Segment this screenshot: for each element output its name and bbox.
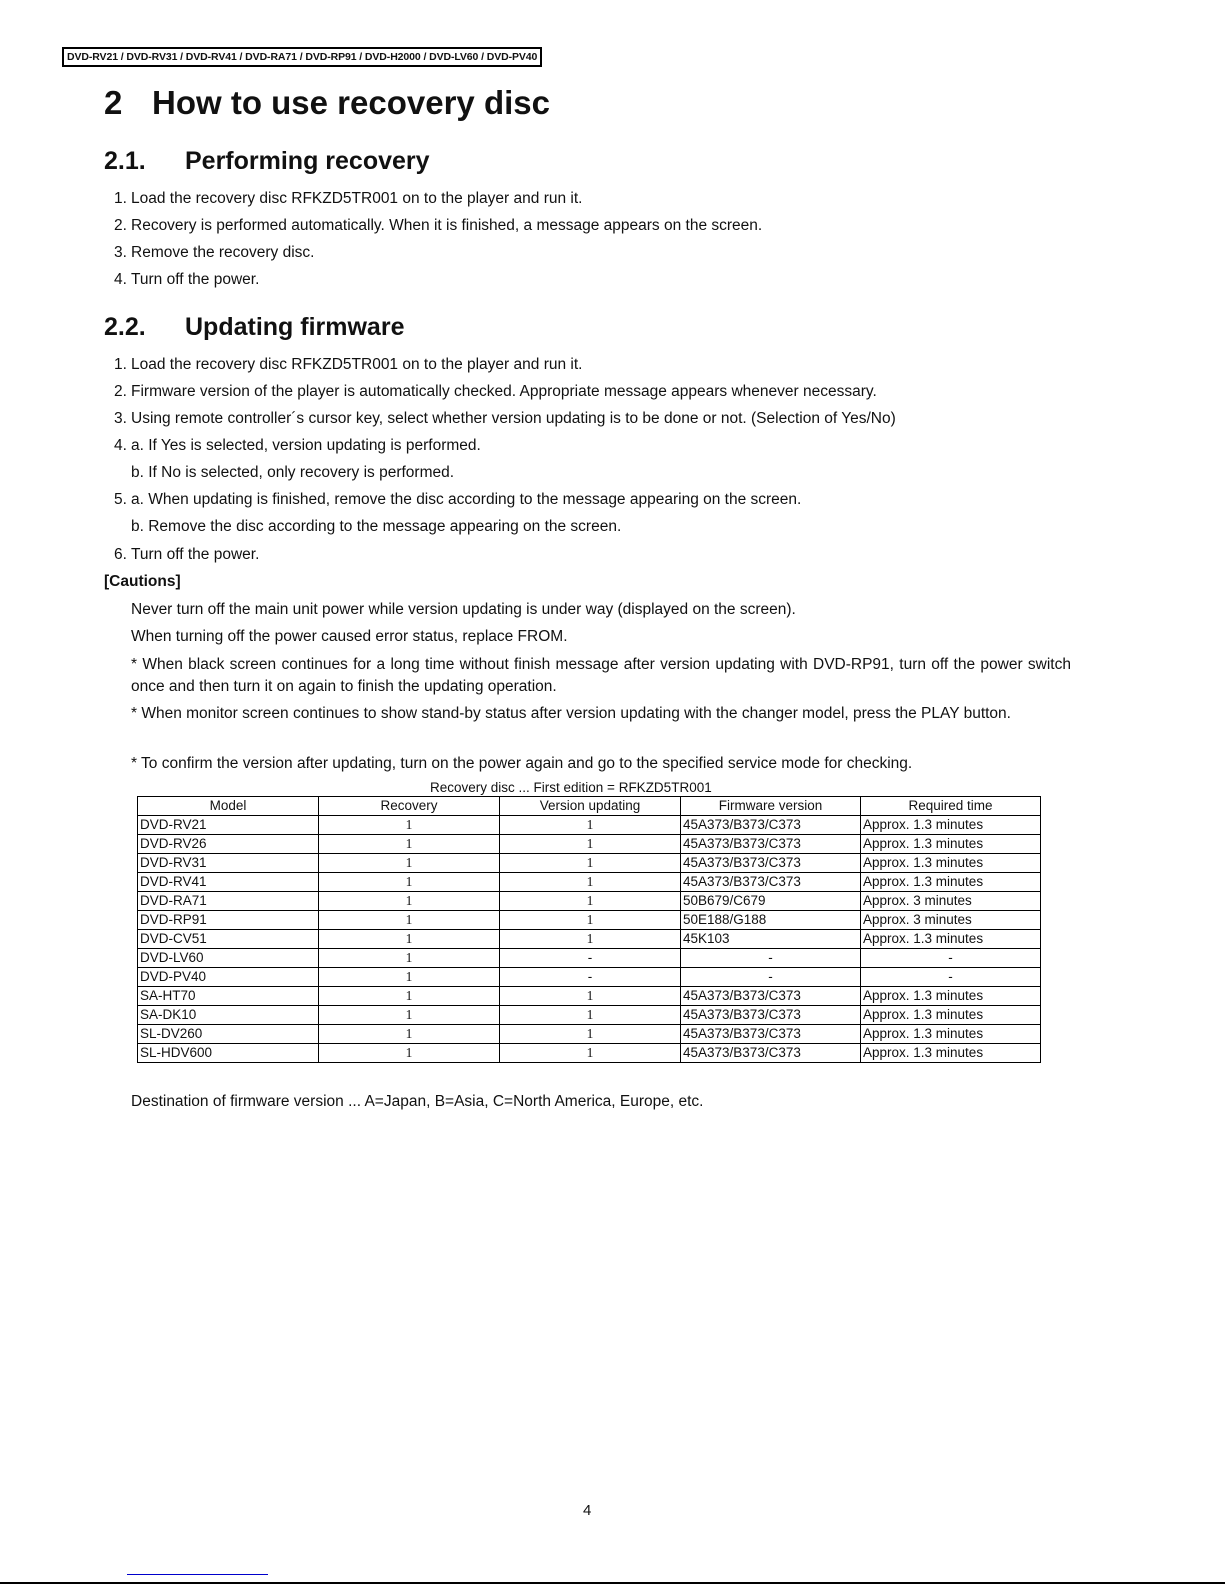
column-header-recovery: Recovery bbox=[319, 797, 500, 816]
list-item bbox=[114, 517, 621, 537]
cell-required-time: Approx. 1.3 minutes bbox=[861, 816, 1041, 835]
cell-version-updating: 1 bbox=[500, 816, 681, 835]
step-text: Turn off the power. bbox=[131, 271, 260, 288]
step-number: 1. bbox=[114, 356, 127, 373]
step-number: 4. bbox=[114, 271, 127, 288]
list-item bbox=[114, 189, 582, 209]
table-caption: Recovery disc ... First edition = RFKZD5TR001 bbox=[430, 780, 712, 795]
cell-version-updating: 1 bbox=[500, 1006, 681, 1025]
table-row bbox=[138, 911, 1041, 930]
cell-version-updating: 1 bbox=[500, 911, 681, 930]
table-row bbox=[138, 816, 1041, 835]
cell-required-time: Approx. 3 minutes bbox=[861, 911, 1041, 930]
step-number: 2. bbox=[114, 383, 127, 400]
cell-recovery: 1 bbox=[319, 968, 500, 987]
list-item bbox=[114, 355, 582, 375]
cell-model: DVD-RV41 bbox=[138, 873, 319, 892]
models-banner: DVD-RV21 / DVD-RV31 / DVD-RV41 / DVD-RA71 / DVD-RP91 / DVD-H2000 / DVD-LV60 / DVD-PV40 bbox=[62, 47, 542, 67]
cell-recovery: 1 bbox=[319, 854, 500, 873]
step-text: Remove the recovery disc. bbox=[131, 244, 315, 261]
section-number: 2.1. bbox=[104, 147, 146, 175]
cell-version-updating: - bbox=[500, 968, 681, 987]
table-row bbox=[138, 873, 1041, 892]
step-number: 3. bbox=[114, 410, 127, 427]
cell-recovery: 1 bbox=[319, 835, 500, 854]
step-text: Firmware version of the player is automatically checked. Appropriate message appears whenever necessary. bbox=[131, 383, 877, 400]
cell-recovery: 1 bbox=[319, 949, 500, 968]
cell-recovery: 1 bbox=[319, 816, 500, 835]
step-text: Turn off the power. bbox=[131, 546, 260, 563]
table-row bbox=[138, 1006, 1041, 1025]
cell-required-time: - bbox=[861, 968, 1041, 987]
cell-version-updating: 1 bbox=[500, 835, 681, 854]
cell-recovery: 1 bbox=[319, 873, 500, 892]
list-item bbox=[114, 216, 762, 236]
cell-recovery: 1 bbox=[319, 987, 500, 1006]
column-header-model: Model bbox=[138, 797, 319, 816]
cell-firmware-version: - bbox=[681, 968, 861, 987]
cell-firmware-version: 50E188/G188 bbox=[681, 911, 861, 930]
cell-firmware-version: 45A373/B373/C373 bbox=[681, 835, 861, 854]
cautions-heading: [Cautions] bbox=[104, 573, 181, 590]
list-item bbox=[114, 545, 259, 565]
cell-firmware-version: 45K103 bbox=[681, 930, 861, 949]
page-number: 4 bbox=[583, 1502, 592, 1519]
table-row bbox=[138, 987, 1041, 1006]
cell-model: DVD-RP91 bbox=[138, 911, 319, 930]
cell-recovery: 1 bbox=[319, 911, 500, 930]
cell-required-time: Approx. 1.3 minutes bbox=[861, 854, 1041, 873]
cell-required-time: Approx. 1.3 minutes bbox=[861, 1006, 1041, 1025]
cell-firmware-version: 50B679/C679 bbox=[681, 892, 861, 911]
table-row bbox=[138, 1044, 1041, 1063]
caution-paragraph: * When black screen continues for a long time without finish message after version updating with DVD-RP91, turn off the power switch once and then turn it on again to finish the updating operation. bbox=[131, 656, 1071, 695]
section-heading-2-1 bbox=[104, 147, 430, 176]
cell-required-time: Approx. 1.3 minutes bbox=[861, 930, 1041, 949]
column-header-required-time: Required time bbox=[861, 797, 1041, 816]
cell-firmware-version: 45A373/B373/C373 bbox=[681, 1044, 861, 1063]
cell-required-time: - bbox=[861, 949, 1041, 968]
step-number: 1. bbox=[114, 190, 127, 207]
column-header-version-updating: Version updating bbox=[500, 797, 681, 816]
cell-recovery: 1 bbox=[319, 1006, 500, 1025]
table-row bbox=[138, 854, 1041, 873]
cell-firmware-version: 45A373/B373/C373 bbox=[681, 854, 861, 873]
cell-firmware-version: 45A373/B373/C373 bbox=[681, 1025, 861, 1044]
cell-model: DVD-CV51 bbox=[138, 930, 319, 949]
step-text: b. If No is selected, only recovery is performed. bbox=[131, 464, 455, 481]
chapter-number: 2 bbox=[104, 84, 123, 121]
section-title: Performing recovery bbox=[185, 147, 430, 175]
section-title: Updating firmware bbox=[185, 313, 405, 341]
cell-version-updating: 1 bbox=[500, 854, 681, 873]
cell-model: SA-DK10 bbox=[138, 1006, 319, 1025]
step-number: 5. bbox=[114, 491, 127, 508]
cell-version-updating: 1 bbox=[500, 1025, 681, 1044]
list-item bbox=[114, 490, 801, 510]
step-text: a. If Yes is selected, version updating is performed. bbox=[131, 437, 481, 454]
cell-version-updating: 1 bbox=[500, 873, 681, 892]
cell-version-updating: 1 bbox=[500, 930, 681, 949]
list-item bbox=[114, 382, 877, 402]
cell-required-time: Approx. 1.3 minutes bbox=[861, 873, 1041, 892]
step-text: a. When updating is finished, remove the disc according to the message appearing on the screen. bbox=[131, 491, 802, 508]
step-text: b. Remove the disc according to the message appearing on the screen. bbox=[131, 518, 622, 535]
cell-required-time: Approx. 1.3 minutes bbox=[861, 987, 1041, 1006]
cell-required-time: Approx. 1.3 minutes bbox=[861, 835, 1041, 854]
cell-model: DVD-PV40 bbox=[138, 968, 319, 987]
table-header-row bbox=[138, 797, 1041, 816]
cell-model: DVD-RV21 bbox=[138, 816, 319, 835]
cell-firmware-version: 45A373/B373/C373 bbox=[681, 816, 861, 835]
step-text: Load the recovery disc RFKZD5TR001 on to the player and run it. bbox=[131, 190, 583, 207]
cell-model: SA-HT70 bbox=[138, 987, 319, 1006]
chapter-title-text: How to use recovery disc bbox=[152, 84, 550, 121]
link-underline bbox=[127, 1574, 268, 1575]
table-row bbox=[138, 930, 1041, 949]
cell-recovery: 1 bbox=[319, 892, 500, 911]
step-text: Using remote controller´s cursor key, select whether version updating is to be done or not. (Selection of Yes/No) bbox=[131, 410, 896, 427]
cell-firmware-version: 45A373/B373/C373 bbox=[681, 873, 861, 892]
step-text: Load the recovery disc RFKZD5TR001 on to the player and run it. bbox=[131, 356, 583, 373]
cell-model: DVD-RA71 bbox=[138, 892, 319, 911]
cell-model: DVD-RV31 bbox=[138, 854, 319, 873]
cell-version-updating: - bbox=[500, 949, 681, 968]
cell-recovery: 1 bbox=[319, 1025, 500, 1044]
page-bottom-rule bbox=[0, 1582, 1225, 1584]
cell-model: DVD-RV26 bbox=[138, 835, 319, 854]
table-row bbox=[138, 949, 1041, 968]
cell-model: SL-HDV600 bbox=[138, 1044, 319, 1063]
step-number: 4. bbox=[114, 437, 127, 454]
cell-required-time: Approx. 1.3 minutes bbox=[861, 1025, 1041, 1044]
cell-firmware-version: - bbox=[681, 949, 861, 968]
cell-recovery: 1 bbox=[319, 930, 500, 949]
cell-firmware-version: 45A373/B373/C373 bbox=[681, 987, 861, 1006]
list-item bbox=[114, 270, 259, 290]
table-row bbox=[138, 892, 1041, 911]
list-item bbox=[114, 463, 454, 483]
cell-model: SL-DV260 bbox=[138, 1025, 319, 1044]
destination-note: Destination of firmware version ... A=Japan, B=Asia, C=North America, Europe, etc. bbox=[131, 1093, 704, 1110]
table-row bbox=[138, 968, 1041, 987]
cell-version-updating: 1 bbox=[500, 1044, 681, 1063]
cell-firmware-version: 45A373/B373/C373 bbox=[681, 1006, 861, 1025]
caution-paragraph: * To confirm the version after updating, turn on the power again and go to the specified service mode for checking. bbox=[131, 755, 913, 772]
column-header-firmware-version: Firmware version bbox=[681, 797, 861, 816]
cell-version-updating: 1 bbox=[500, 987, 681, 1006]
cell-model: DVD-LV60 bbox=[138, 949, 319, 968]
caution-paragraph: When turning off the power caused error status, replace FROM. bbox=[131, 628, 568, 645]
step-number: 2. bbox=[114, 217, 127, 234]
chapter-title bbox=[104, 84, 550, 122]
cell-recovery: 1 bbox=[319, 1044, 500, 1063]
step-text: Recovery is performed automatically. When it is finished, a message appears on the screen. bbox=[131, 217, 763, 234]
list-item bbox=[114, 243, 315, 263]
step-number: 6. bbox=[114, 546, 127, 563]
section-number: 2.2. bbox=[104, 313, 146, 341]
cell-required-time: Approx. 3 minutes bbox=[861, 892, 1041, 911]
list-item bbox=[114, 409, 896, 429]
list-item bbox=[114, 436, 481, 456]
cell-version-updating: 1 bbox=[500, 892, 681, 911]
cell-required-time: Approx. 1.3 minutes bbox=[861, 1044, 1041, 1063]
section-heading-2-2 bbox=[104, 313, 404, 342]
firmware-table bbox=[137, 796, 1041, 1063]
caution-paragraph: Never turn off the main unit power while version updating is under way (displayed on the screen). bbox=[131, 601, 796, 618]
table-row bbox=[138, 835, 1041, 854]
step-number: 3. bbox=[114, 244, 127, 261]
caution-paragraph: * When monitor screen continues to show stand-by status after version updating with the changer model, press the PLAY button. bbox=[131, 705, 1011, 722]
table-row bbox=[138, 1025, 1041, 1044]
